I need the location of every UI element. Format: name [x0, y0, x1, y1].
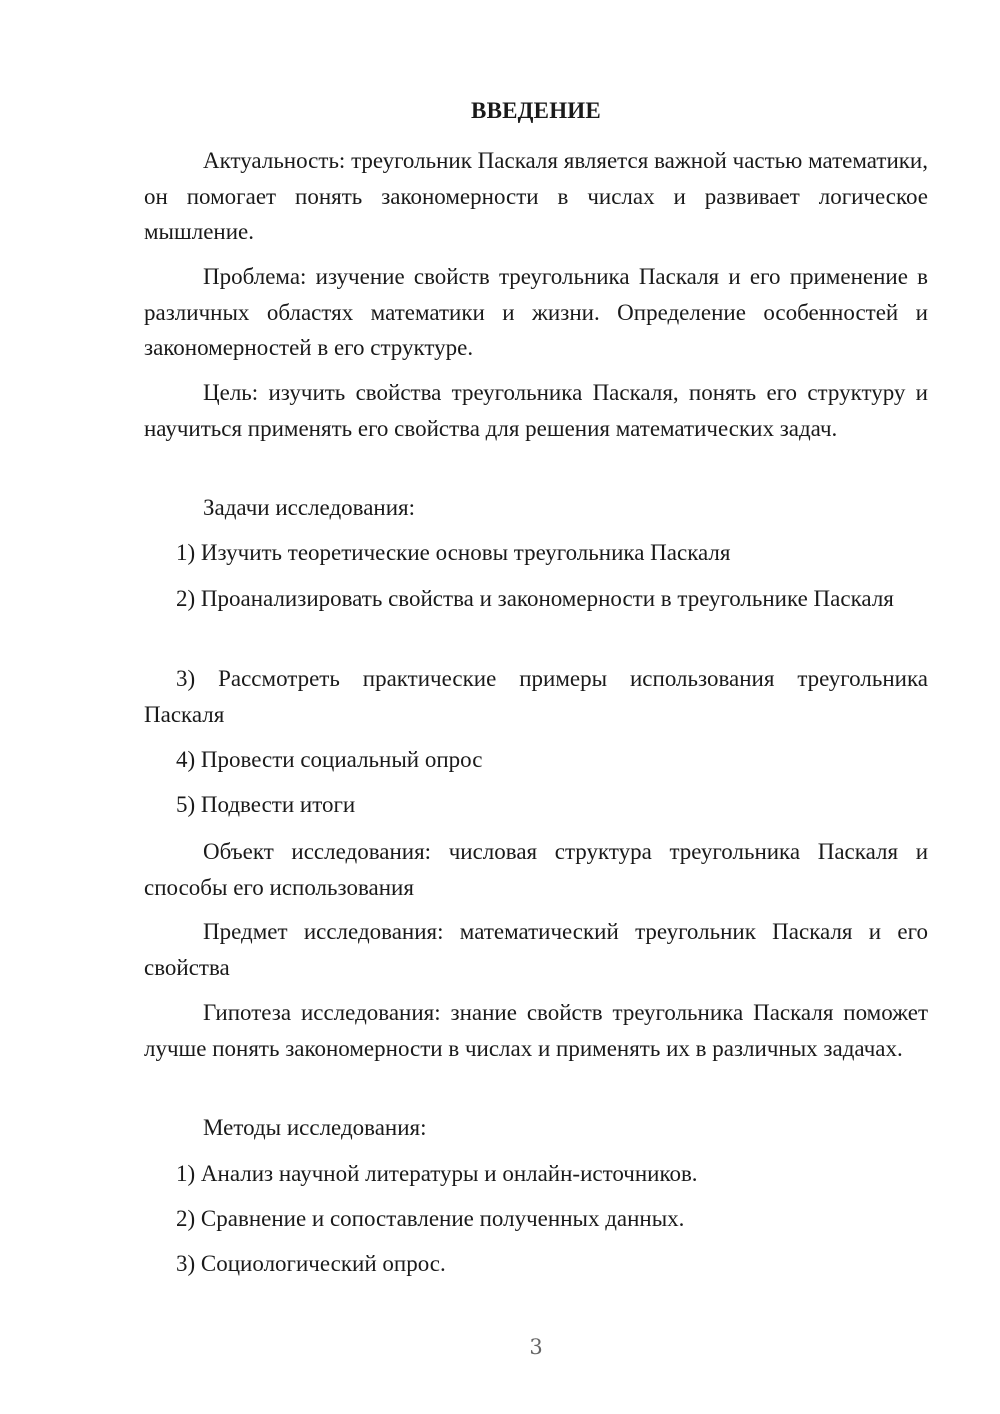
document-page	[144, 0, 928, 1414]
task-item-5: 5) Подвести итоги	[176, 792, 356, 817]
task-item-1: 1) Изучить теоретические основы треугольника Паскаля	[176, 540, 731, 565]
tasks-title: Задачи исследования:	[203, 495, 416, 520]
relevance-paragraph: Актуальность: треугольник Паскаля является важной частью математики, он помогает понять закономерности в числах и развивает логическое мышление.	[144, 148, 928, 244]
methods-title: Методы исследования:	[203, 1115, 427, 1140]
method-item-1: 1) Анализ научной литературы и онлайн-источников.	[176, 1161, 698, 1186]
page-number: 3	[529, 1335, 543, 1359]
section-heading: ВВЕДЕНИЕ	[471, 98, 601, 123]
method-item-3: 3) Социологический опрос.	[176, 1251, 446, 1276]
task-item-3: 3) Рассмотреть практические примеры использования треугольника Паскаля	[144, 666, 928, 727]
method-item-2: 2) Сравнение и сопоставление полученных данных.	[176, 1206, 685, 1231]
problem-paragraph: Проблема: изучение свойств треугольника Паскаля и его применение в различных областях математики и жизни. Определение особенностей и закономерностей в его структуре.	[144, 264, 928, 360]
goal-paragraph: Цель: изучить свойства треугольника Паскаля, понять его структуру и научиться применять его свойства для решения математических задач.	[144, 380, 928, 441]
object-paragraph: Объект исследования: числовая структура треугольника Паскаля и способы его использования	[144, 839, 928, 900]
hypothesis-paragraph: Гипотеза исследования: знание свойств треугольника Паскаля поможет лучше понять закономерности в числах и применять их в различных задачах.	[144, 1000, 928, 1061]
task-item-2: 2) Проанализировать свойства и закономерности в треугольнике Паскаля	[176, 586, 894, 611]
subject-paragraph: Предмет исследования: математический треугольник Паскаля и его свойства	[144, 919, 928, 980]
task-item-4: 4) Провести социальный опрос	[176, 747, 483, 772]
